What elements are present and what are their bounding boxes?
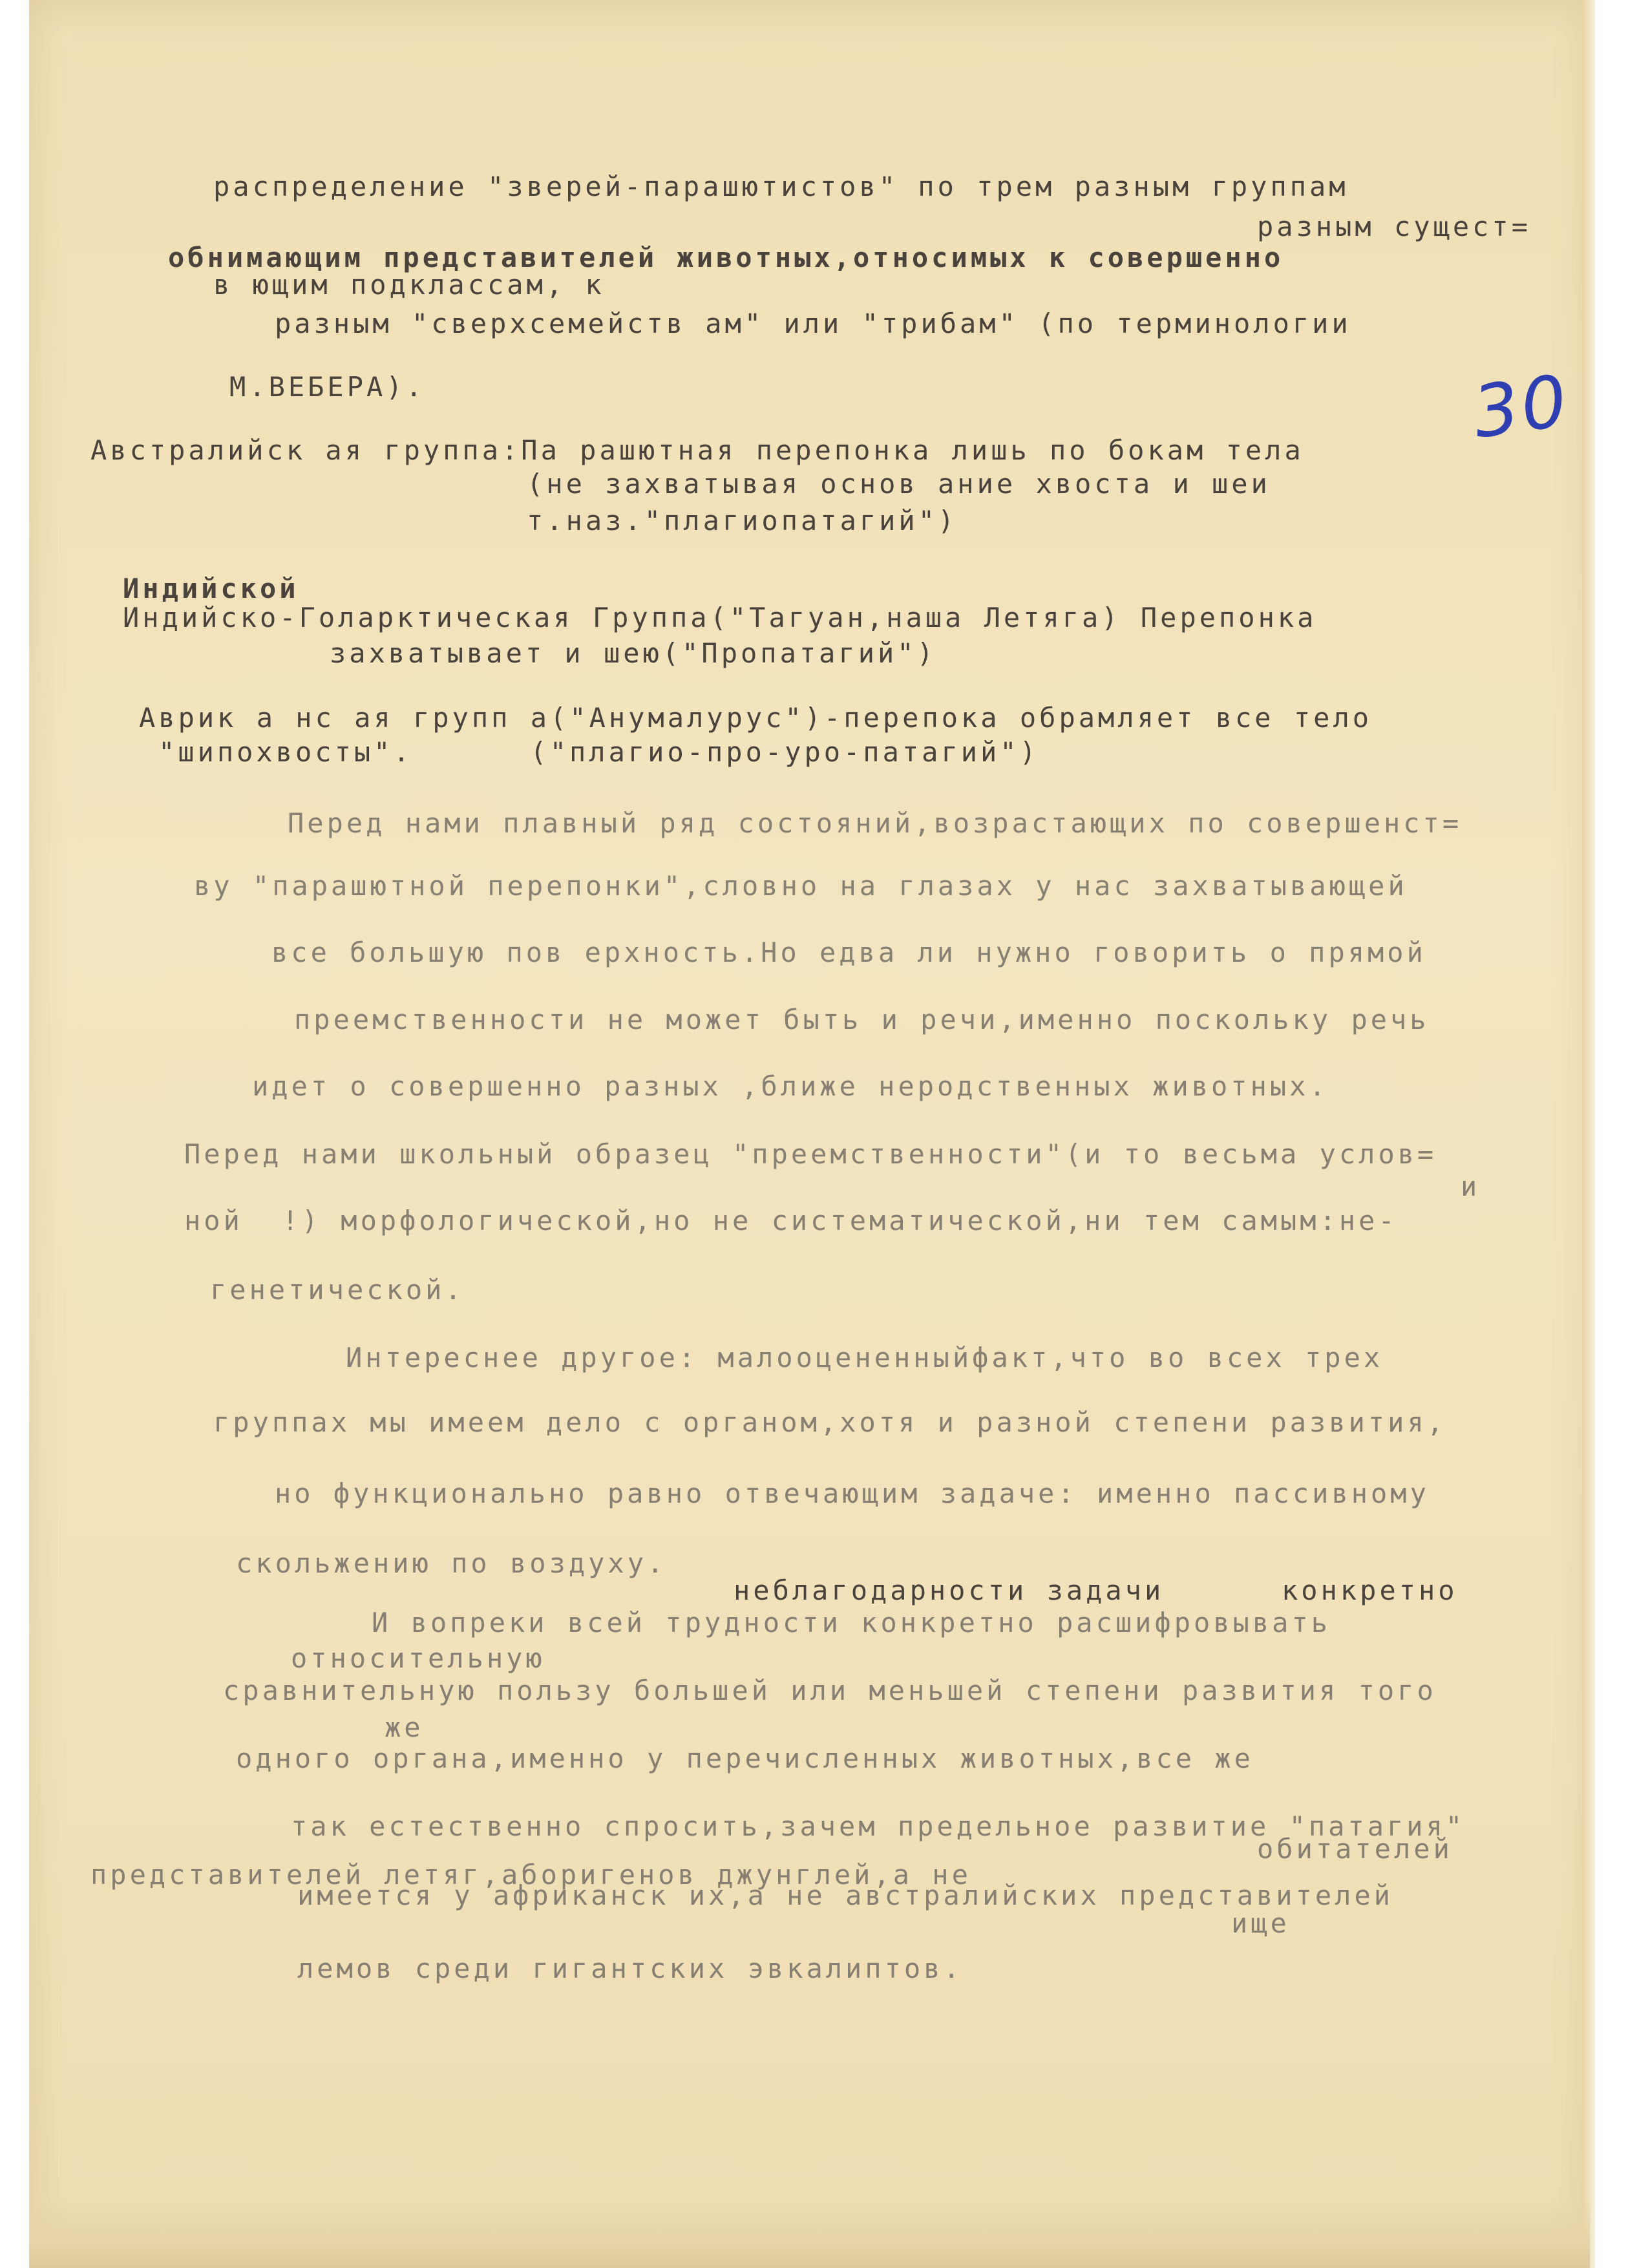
text-line: Индийской: [123, 573, 299, 604]
text-line: распределение "зверей-парашютистов" по трем разным группам: [213, 171, 1349, 202]
text-line: разным "сверхсемейств ам" или "трибам" (по терминологии: [275, 308, 1351, 339]
text-line: представителей летяг,аборигенов джунглей,а не: [90, 1859, 971, 1891]
text-line: Перед нами школьный образец "преемственности"(и то весьма услов=: [184, 1138, 1437, 1170]
text-line-insert: обитателей: [1257, 1833, 1453, 1865]
text-line: в ющим подклассам, к: [213, 269, 605, 301]
text-line: Аврик а нс ая групп а("Анумалурус")-перепока обрамляет все тело: [139, 702, 1373, 734]
text-line: все большую пов ерхность.Но едва ли нужно говорить о прямой: [271, 937, 1426, 968]
text-line: лемов среди гигантских эвкалиптов.: [297, 1953, 963, 1984]
text-line: Интереснее другое: малооцененныйфакт,что во всех трех: [346, 1342, 1384, 1373]
text-line-insert: и: [1461, 1171, 1481, 1202]
text-line: И вопреки всей трудности конкретно расшифровывать: [372, 1607, 1331, 1638]
text-line: скольжению по воздуху.: [236, 1547, 667, 1579]
text-line: т.наз."плагиопатагий"): [527, 505, 958, 536]
text-line: преемственности не может быть и речи,именно поскольку речь: [294, 1004, 1430, 1035]
text-line-insert: же: [385, 1712, 424, 1743]
text-line-insert: неблагодарности задачи конкретно: [734, 1574, 1458, 1606]
text-line: одного органа,именно у перечисленных животных,все же: [236, 1743, 1254, 1774]
text-line-insert: ище: [1231, 1907, 1290, 1939]
text-line: сравнительную пользу большей или меньшей степени развития того: [223, 1675, 1437, 1706]
text-line: Перед нами плавный ряд состояний,возрастающих по совершенст=: [288, 807, 1463, 839]
text-line: М.ВЕБЕРА).: [229, 371, 425, 403]
page-bottom-edge: [29, 2197, 1590, 2268]
text-line: "шипохвосты". ("плагио-про-уро-патагий"): [158, 736, 1039, 768]
text-line: имеется у африканск их,а не австралийских представителей: [297, 1880, 1394, 1911]
text-line: ной !) морфологической,но не систематической,ни тем самым:не-: [184, 1205, 1398, 1236]
text-line: так естественно спросить,зачем предельное развитие "патагия": [291, 1810, 1466, 1842]
text-line: идет о совершенно разных ,ближе неродственных животных.: [252, 1070, 1329, 1102]
text-line: группах мы имеем дело с органом,хотя и разной степени развития,: [213, 1406, 1447, 1438]
text-line-insert: разным сущест=: [1257, 211, 1532, 242]
text-line: но функционально равно отвечающим задаче: именно пассивному: [275, 1478, 1430, 1509]
text-line: (не захватывая основ ание хвоста и шеи: [527, 468, 1271, 500]
text-line: обнимающим представителей животных,относимых к совершенно: [168, 242, 1284, 273]
document-page: [29, 0, 1590, 2268]
text-line: Австралийск ая группа:Па рашютная перепонка лишь по бокам тела: [90, 434, 1304, 466]
text-line: захватывает и шею("Пропатагий"): [330, 637, 936, 669]
page-edge: [1582, 0, 1595, 2268]
text-line: ву "парашютной перепонки",словно на глазах у нас захватывающей: [194, 870, 1408, 902]
text-line: Индийско-Голарктическая Группа("Тагуан,наша Летяга) Перепонка: [123, 602, 1317, 633]
text-line: генетической.: [210, 1274, 465, 1306]
text-line-insert: относительную: [291, 1642, 545, 1674]
handwritten-page-number: 30: [1468, 359, 1575, 454]
